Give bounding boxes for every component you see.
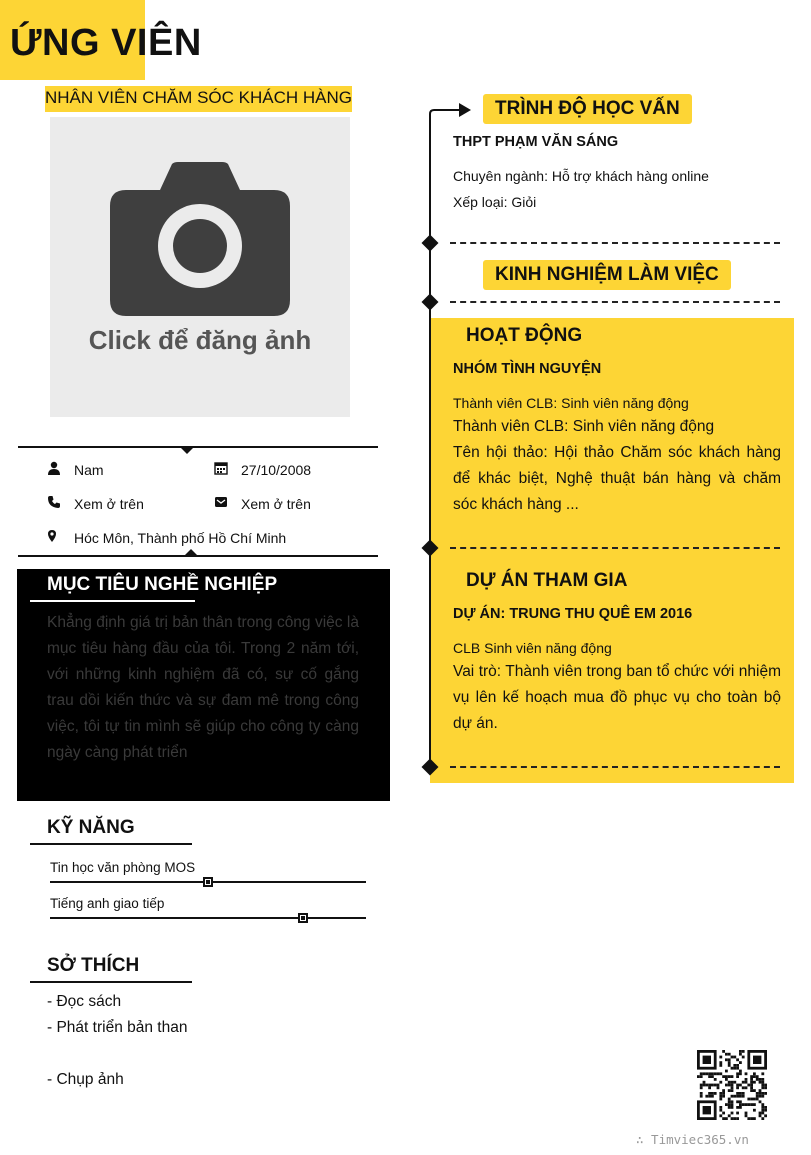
- qr-code-icon: [697, 1050, 767, 1120]
- education-major[interactable]: Chuyên ngành: Hỗ trợ khách hàng online: [453, 168, 709, 184]
- timeline-arrow-icon: [429, 100, 473, 122]
- job-title[interactable]: NHÂN VIÊN CHĂM SÓC KHÁCH HÀNG: [45, 86, 352, 112]
- skill-slider-track[interactable]: [50, 917, 366, 919]
- photo-upload[interactable]: [50, 117, 350, 417]
- skill-label[interactable]: Tiếng anh giao tiếp: [50, 896, 165, 911]
- email-icon: [214, 495, 228, 509]
- divider-down-arrow-icon: [180, 447, 194, 455]
- project-name[interactable]: DỰ ÁN: TRUNG THU QUÊ EM 2016: [453, 606, 693, 622]
- skill-slider-handle[interactable]: [203, 877, 213, 887]
- contact-email[interactable]: Xem ở trên: [241, 496, 311, 512]
- experience-title[interactable]: KINH NGHIỆM LÀM VIỆC: [483, 260, 731, 290]
- footer-brand: ∴ Timviec365.vn: [636, 1132, 749, 1147]
- project-org[interactable]: CLB Sinh viên năng động: [453, 640, 612, 656]
- hobbies-underline: [30, 981, 192, 983]
- hobby-item[interactable]: - Phát triển bản than: [47, 1019, 188, 1036]
- hobby-item[interactable]: - Đọc sách: [47, 993, 122, 1010]
- section-divider: [450, 547, 780, 549]
- phone-icon: [47, 495, 61, 509]
- person-icon: [47, 461, 61, 475]
- education-school[interactable]: THPT PHẠM VĂN SÁNG: [453, 134, 619, 150]
- hobbies-title[interactable]: SỞ THÍCH: [47, 955, 140, 976]
- activities-role-small[interactable]: Thành viên CLB: Sinh viên năng động: [453, 395, 689, 411]
- section-divider: [450, 242, 780, 244]
- activities-role[interactable]: Thành viên CLB: Sinh viên năng động: [453, 418, 715, 435]
- candidate-name[interactable]: ỨNG VIÊN: [10, 22, 202, 64]
- contact-birthday: 27/10/2008: [241, 462, 312, 478]
- career-goal-underline: [30, 600, 195, 602]
- calendar-icon: [214, 461, 228, 475]
- location-pin-icon: [45, 529, 59, 543]
- hobby-item[interactable]: - Chụp ảnh: [47, 1071, 124, 1088]
- contact-phone[interactable]: Xem ở trên: [74, 496, 144, 512]
- contact-gender: Nam: [74, 462, 104, 478]
- career-goal-title[interactable]: MỤC TIÊU NGHỀ NGHIỆP: [47, 574, 278, 595]
- skill-label[interactable]: Tin học văn phòng MOS: [50, 860, 196, 875]
- skill-slider-handle[interactable]: [298, 913, 308, 923]
- activities-detail[interactable]: Tên hội thảo: Hội thảo Chăm sóc khách hàng để khác biệt, Nghệ thuật bán hàng và chăm sóc khách hàng ...: [453, 444, 781, 513]
- timeline-node: [422, 235, 439, 252]
- section-divider: [450, 766, 780, 768]
- education-grade[interactable]: Xếp loại: Giỏi: [453, 194, 537, 210]
- education-title[interactable]: TRÌNH ĐỘ HỌC VẤN: [483, 94, 692, 124]
- contact-bottom-divider: [18, 555, 378, 557]
- projects-title[interactable]: DỰ ÁN THAM GIA: [466, 570, 628, 591]
- section-divider: [450, 301, 780, 303]
- contact-address: Hóc Môn, Thành phố Hồ Chí Minh: [74, 530, 287, 546]
- career-goal-text[interactable]: Khẳng định giá trị bản thân trong công việc là mục tiêu hàng đầu của tôi. Trong 2 năm tới, với những kinh nghiệm đã có, sự cố gắng trau dồi kiến thức và sự đam mê trong công việc, tôi tự tin mình sẽ giúp cho công ty càng ngày càng phát triển: [47, 614, 359, 761]
- timeline-node: [422, 294, 439, 311]
- activities-title[interactable]: HOẠT ĐỘNG: [466, 325, 583, 346]
- activities-org[interactable]: NHÓM TÌNH NGUYỆN: [453, 361, 602, 377]
- photo-upload-label: Click để đăng ảnh: [88, 325, 312, 355]
- camera-icon: [110, 162, 290, 322]
- skills-underline: [30, 843, 192, 845]
- project-detail[interactable]: Vai trò: Thành viên trong ban tổ chức với nhiệm vụ lên kế hoạch mua đồ phục vụ cho toàn bộ dự án.: [453, 663, 781, 732]
- timeline-line: [429, 120, 431, 770]
- contact-top-divider: [18, 446, 378, 448]
- skills-title[interactable]: KỸ NĂNG: [47, 817, 135, 838]
